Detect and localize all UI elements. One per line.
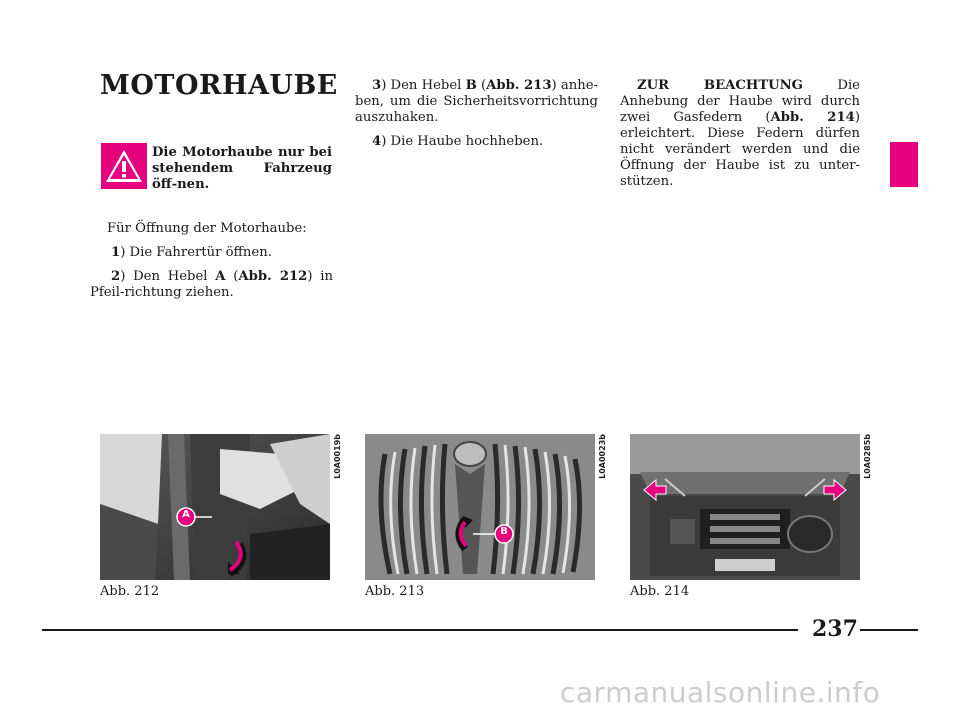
column-1 xyxy=(90,221,333,309)
step-text: ) Den Hebel xyxy=(120,269,216,284)
column-3 xyxy=(620,78,860,198)
step-text: ) Die Haube hochheben. xyxy=(381,134,544,149)
note-paragraph xyxy=(620,78,860,190)
step-number: 3 xyxy=(372,78,382,93)
figure-caption: Abb. 214 xyxy=(630,584,690,599)
step-3 xyxy=(355,78,598,126)
page-title: MOTORHAUBE xyxy=(100,70,338,101)
step-text: ( xyxy=(225,269,239,284)
step-text: ) Den Hebel xyxy=(381,78,466,93)
figure-caption: Abb. 212 xyxy=(100,584,160,599)
watermark: carmanualsonline.info xyxy=(560,676,881,709)
warning-icon xyxy=(101,143,147,189)
warning-text: Die Motorhaube nur bei stehendem Fahrzeug öff-nen. xyxy=(152,145,332,192)
figure-214-photo xyxy=(630,434,860,580)
page-number: 237 xyxy=(812,616,858,642)
figure-ref: Abb. 213 xyxy=(486,78,552,93)
intro-text: Für Öffnung der Motorhaube: xyxy=(107,221,307,236)
step-number: 2 xyxy=(111,269,121,284)
section-tab xyxy=(890,142,918,187)
figure-213-photo xyxy=(365,434,595,580)
note-text: Die Anhebung der Haube wird durch zwei Gasfedern ( xyxy=(620,78,860,125)
step-text: ) in Pfeil-richtung ziehen. xyxy=(90,269,333,300)
callout-b: B xyxy=(500,526,508,537)
callout-a: A xyxy=(182,509,190,520)
footer-rule-right xyxy=(860,629,918,631)
step-number: 1 xyxy=(111,245,121,260)
note-text: ) erleichtert. Diese Federn dürfen nicht verändert werden und die Öffnung der Haube ist zu unter-stützen. xyxy=(620,110,860,189)
step-1 xyxy=(90,245,333,261)
step-number: 4 xyxy=(372,134,382,149)
step-2 xyxy=(90,269,333,301)
figure-ref: Abb. 212 xyxy=(238,269,308,284)
step-text: ( xyxy=(476,78,487,93)
lever-label: A xyxy=(215,269,226,284)
figure-ref: Abb. 214 xyxy=(770,110,855,125)
figure-code: L0A0019b xyxy=(333,434,342,479)
step-text: ) anhe-ben, um die Sicherheitsvorrichtung auszuhaken. xyxy=(355,78,598,125)
figure-code: L0A0023b xyxy=(598,434,607,479)
lever-label: B xyxy=(465,78,477,93)
figure-code: L0A0285b xyxy=(863,434,872,479)
step-4 xyxy=(355,134,598,150)
note-label: ZUR BEACHTUNG xyxy=(637,78,803,93)
step-text: ) Die Fahrertür öffnen. xyxy=(120,245,272,260)
footer-rule-left xyxy=(42,629,798,631)
figure-212-photo xyxy=(100,434,330,580)
column-2 xyxy=(355,78,598,158)
figure-caption: Abb. 213 xyxy=(365,584,425,599)
